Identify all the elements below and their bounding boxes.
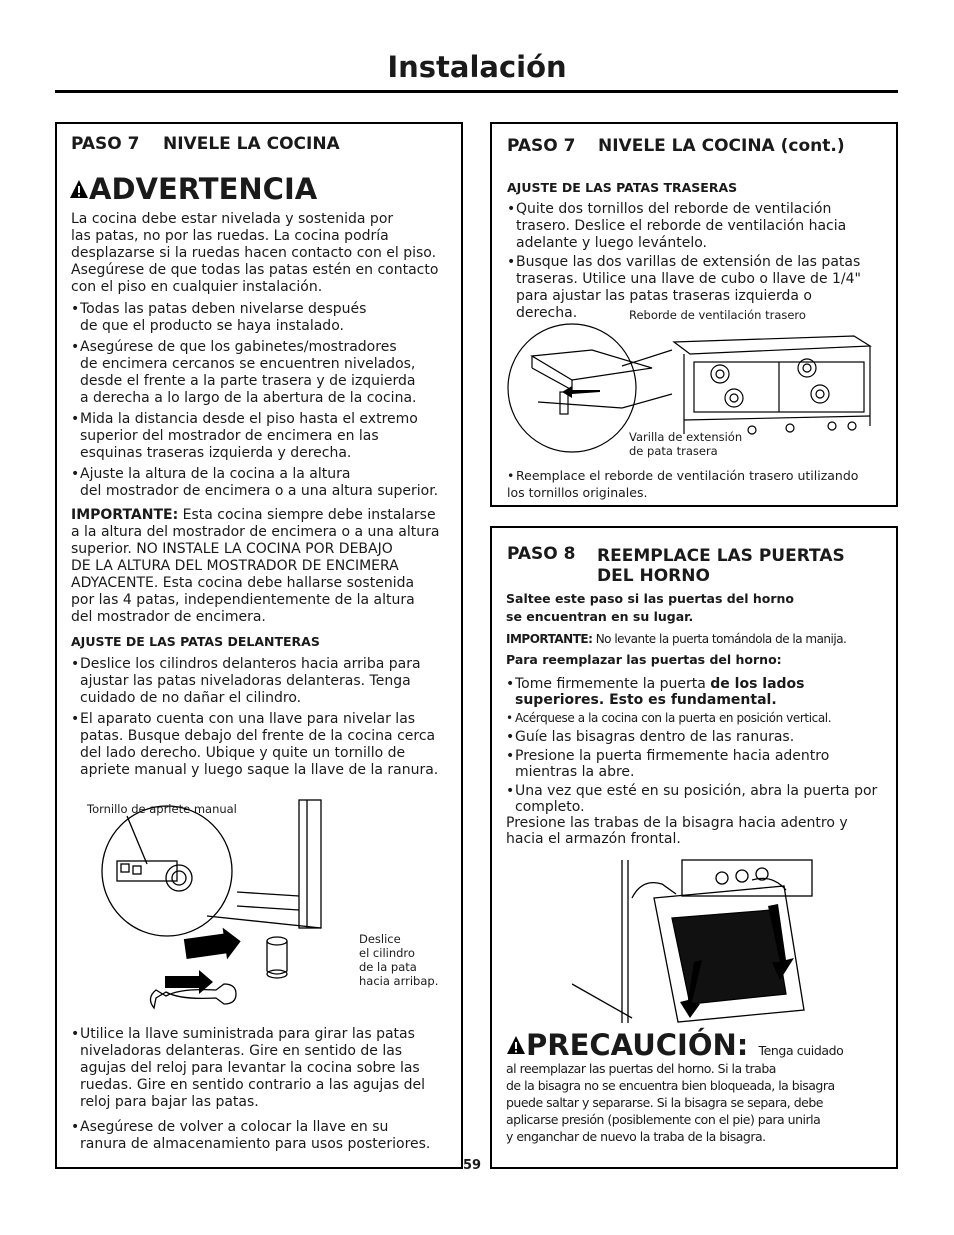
list-item: • Todas las patas deben nivelarse después de que el producto se haya instalado. [71,301,367,334]
caution-text: al reemplazar las puertas del horno. Si la traba de la bisagra no se encuentra bien bloqueada, la bisagra puede saltar y separarse. Si la bisagra se separa, debe aplicarse presión (posiblemente con el pie) para unirla y enganchar de nuevo la traba de la bisagra. [506,1061,835,1144]
caution-title: PRECAUCIÓN: [526,1028,749,1062]
step-title: REEMPLACE LAS PUERTAS DEL HORNO [597,546,845,586]
list-item: • Presione la puerta firmemente hacia adentro mientras la abre. [506,748,830,780]
list-item: • Ajuste la altura de la cocina a la altura del mostrador de encimera o a una altura superior. [71,466,439,499]
page-title: Instalación [387,50,567,84]
list-item: • El aparato cuenta con una llave para nivelar las patas. Busque debajo del frente de la cocina cerca del lado derecho. Ubique y quite un tornillo de apriete manual y luego saque la llave de la ranura. [71,711,439,778]
warning-title: ADVERTENCIA [89,172,318,206]
step-label: PASO 8 [507,544,576,564]
caution-heading [506,1028,843,1062]
text-line: con el piso en cualquier instalación. [71,279,323,295]
important-note: IMPORTANTE: Esta cocina siempre debe instalarse a la altura del mostrador de encimera o a una altura superior. NO INSTALE LA COCINA POR DEBAJO DE LA ALTURA DEL MOSTRADOR DE ENCIMERA ADYACENTE. Esta cocina debe hallarse sostenida por las 4 patas, independientemente de la altura del mostrador de encimera. [71,507,440,625]
warning-heading [69,172,317,206]
text-line: desplazarse si la ruedas hacen contacto con el piso. [71,245,437,261]
warning-triangle-icon [69,179,89,199]
title-rule [55,90,898,93]
warning-intro [71,211,457,296]
step-title: NIVELE LA COCINA (cont.) [598,136,845,156]
caution-first: Tenga cuidado [758,1043,844,1058]
skip-note: Saltee este paso si las puertas del horno se encuentran en su lugar. [506,591,794,624]
step7-cont-panel [490,122,898,507]
list-item: • Acérquese a la cocina con la puerta en posición vertical. [506,711,832,725]
rear-legs-heading: AJUSTE DE LAS PATAS TRASERAS [507,180,738,195]
bullet-list: • Tome firmemente la puerta de los lados superiores. Esto es fundamental. • Acérquese a la cocina con la puerta en posición vertical. • Guíe las bisagras dentro de las ranuras. • Presione la puerta firmemente hacia adentro mientras la abre. • Una vez que esté en su posición, abra la puerta por completo. Presione las trabas de la bisagra hacia adentro y hacia el armazón frontal. [506,676,894,847]
fig-caption-vent: Reborde de ventilación trasero [629,308,806,322]
text-line: Asegúrese de que todas las patas estén en contacto [71,262,439,278]
list-item: • Una vez que esté en su posición, abra la puerta por completo. [506,783,878,815]
oven-door-illustration [572,858,822,1028]
list-item: • Asegúrese de que los gabinetes/mostradores de encimera cercanos se encuentren nivelados, desde el frente a la parte trasera y de izquierda a derecha a lo largo de la abertura de la cocina. [71,339,417,406]
text-line: La cocina debe estar nivelada y sostenida por [71,211,394,227]
front-legs-heading: AJUSTE DE LAS PATAS DELANTERAS [71,634,320,649]
how-to-heading: Para reemplazar las puertas del horno: [506,652,782,667]
front-bullet-list [71,656,457,779]
list-item: • Reemplace el reborde de ventilación trasero utilizando los tornillos originales. [507,468,859,500]
fig-caption-screw: Tornillo de apriete manual [87,802,237,816]
important-note: IMPORTANTE: No levante la puerta tomándola de la manija. [506,632,847,646]
warning-triangle-icon [506,1035,526,1055]
step-title: NIVELE LA COCINA [163,134,340,154]
step-label: PASO 7 [507,136,576,156]
bullet-list [507,201,892,322]
step8-panel [490,526,898,1169]
list-item: • Deslice los cilindros delanteros hacia arriba para ajustar las patas niveladoras delanteras. Tenga cuidado de no dañar el cilindro. [71,656,421,706]
list-item: • Quite dos tornillos del reborde de ventilación trasero. Deslice el reborde de ventilación hacia adelante y luego levántelo. [507,201,847,251]
fig-caption-slide: Deslice el cilindro de la pata hacia arribap. [359,932,439,988]
list-item: • Tome firmemente la puerta de los lados superiores. Esto es fundamental. [506,676,805,708]
list-item: • Mida la distancia desde el piso hasta el extremo superior del mostrador de encimera en las esquinas traseras izquierda y derecha. [71,411,418,461]
text-line: las patas, no por las ruedas. La cocina podría [71,228,389,244]
list-item: • Guíe las bisagras dentro de las ranuras. [506,729,795,745]
step-label: PASO 7 [71,134,140,154]
step7-panel [55,122,463,1169]
page-number: 59 [463,1158,482,1173]
bullet-list [71,301,457,500]
list-item: • Asegúrese de volver a colocar la llave en su ranura de almacenamiento para usos posteriores. [71,1119,431,1152]
bottom-bullet-list [71,1026,457,1153]
fig-caption-rod: Varilla de extensión de pata trasera [629,430,743,458]
replace-vent-bullet [507,467,895,501]
list-item: • Utilice la llave suministrada para girar las patas niveladoras delanteras. Gire en sentido de las agujas del reloj para levantar la cocina sobre las ruedas. Gire en sentido contrario a las agujas del reloj para bajar las patas. [71,1026,425,1110]
list-item: • Busque las dos varillas de extensión de las patas traseras. Utilice una llave de cubo o llave de 1/4" para ajustar las patas traseras izquierda o derecha. [507,254,861,321]
